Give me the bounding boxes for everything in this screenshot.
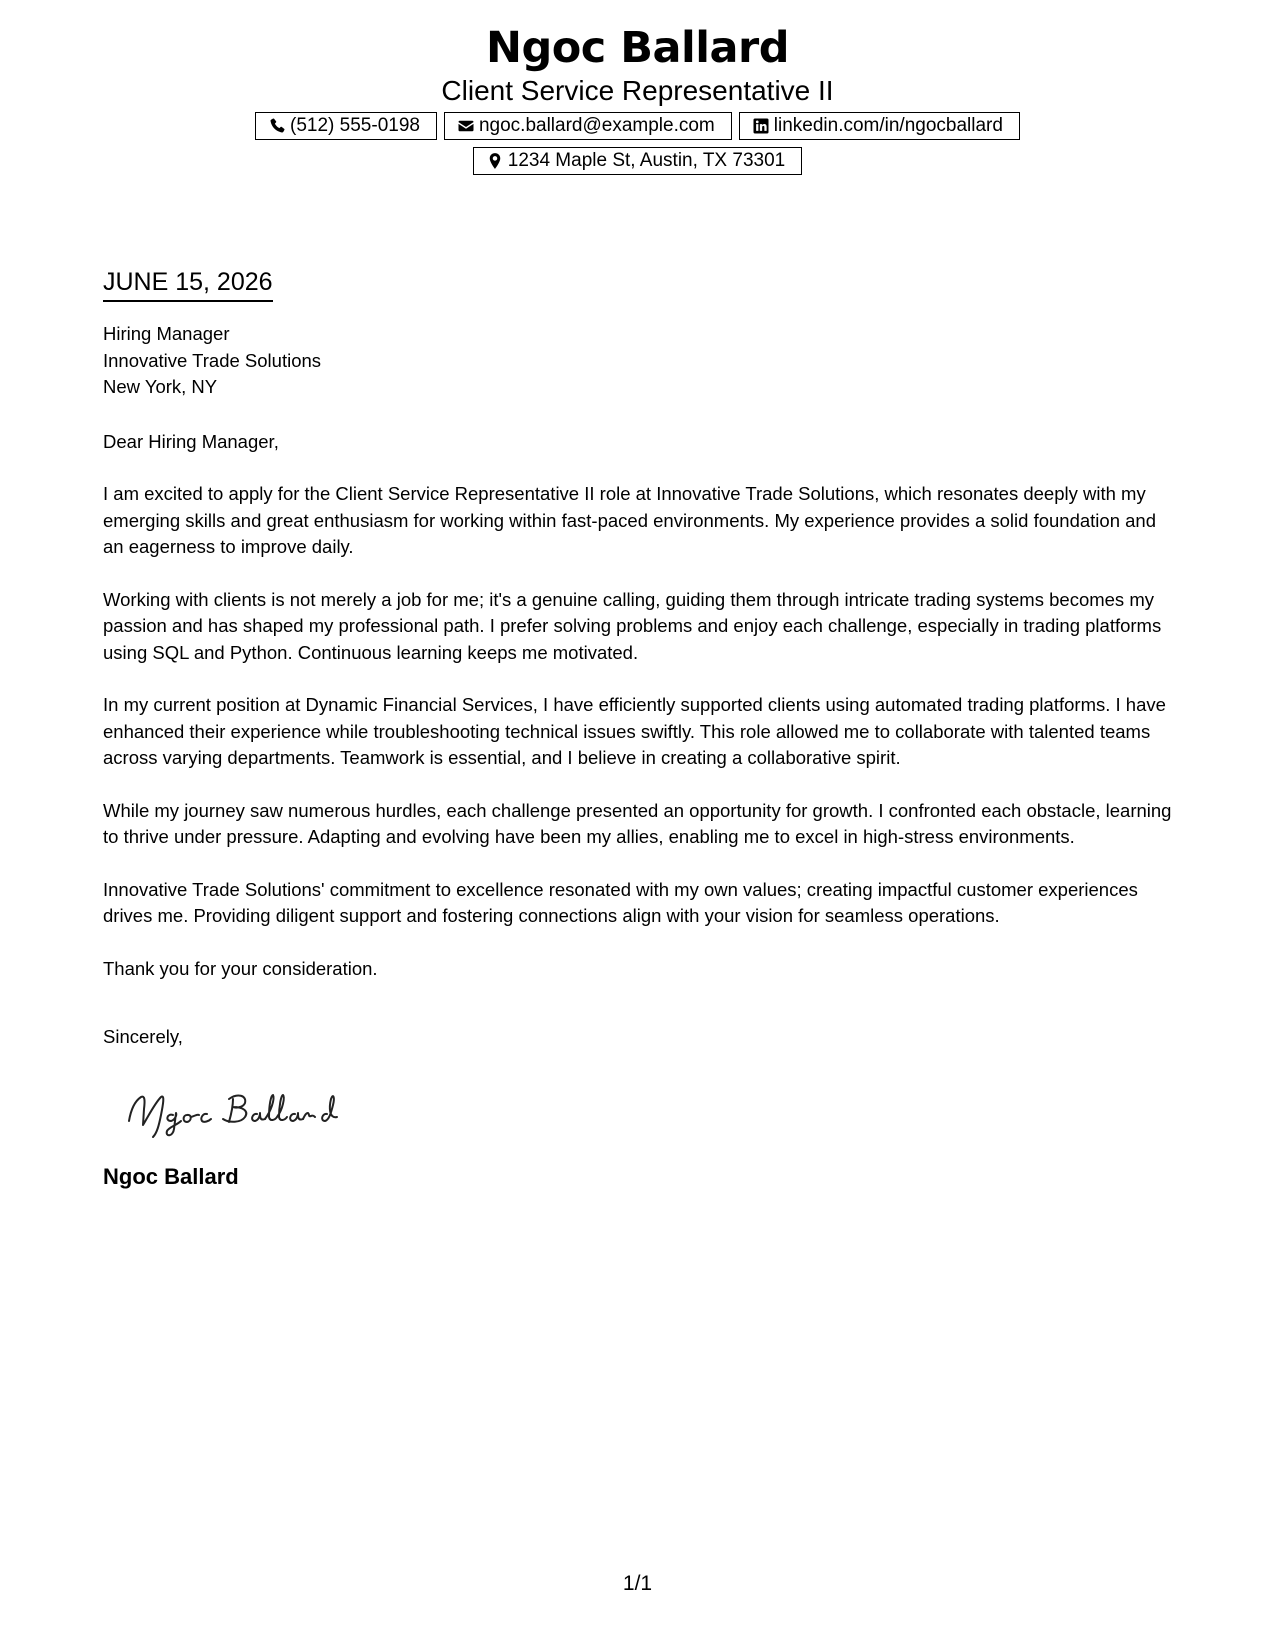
letter-body xyxy=(103,265,1178,1191)
contact-address-text: 1234 Maple St, Austin, TX 73301 xyxy=(507,150,786,171)
contact-email-text: ngoc.ballard@example.com xyxy=(478,115,715,136)
paragraph: I am excited to apply for the Client Service Representative II role at Innovative Trade Solutions, which resonates deeply with my emerging skills and great enthusiasm for working within fast-paced environments. My experience provides a solid foundation and an eagerness to improve daily. xyxy=(103,483,1157,557)
handwritten-signature xyxy=(125,1085,1178,1141)
applicant-role: Client Service Representative II xyxy=(441,75,834,106)
salutation: Dear Hiring Manager, xyxy=(103,430,279,452)
contact-row xyxy=(0,112,1275,140)
paragraph: Innovative Trade Solutions' commitment to excellence resonated with my own values; creating impactful customer experiences drives me. Providing diligent support and fostering connections align with your vision for seamless operations. xyxy=(103,878,1138,926)
signer-name: Ngoc Ballard xyxy=(103,1163,239,1189)
recipient-company: Innovative Trade Solutions xyxy=(103,349,322,371)
phone-icon xyxy=(268,117,286,135)
contact-row-address xyxy=(0,147,1275,175)
signature-image xyxy=(125,1085,345,1141)
map-pin-icon xyxy=(486,152,504,170)
linkedin-icon xyxy=(752,117,770,135)
applicant-name: Ngoc Ballard xyxy=(485,23,790,73)
letter-date: JUNE 15, 2026 xyxy=(103,265,273,302)
contact-phone-text: (512) 555-0198 xyxy=(290,115,420,136)
contact-linkedin[interactable] xyxy=(739,112,1020,140)
letter-header xyxy=(0,22,1275,175)
paragraph: While my journey saw numerous hurdles, each challenge presented an opportunity for growth. I confronted each obstacle, learning to thrive under pressure. Adapting and evolving have been my allies, enabling me to excel in high-stress environments. xyxy=(103,799,1172,847)
envelope-icon xyxy=(457,117,475,135)
recipient-title: Hiring Manager xyxy=(103,323,230,344)
paragraph: Working with clients is not merely a job for me; it's a genuine calling, guiding them through intricate trading systems becomes my passion and has shaped my professional path. I prefer solving problems and enjoy each challenge, especially in trading platforms using SQL and Python. Continuous learning keeps me motivated. xyxy=(103,588,1162,663)
closing-line: Sincerely, xyxy=(103,1026,183,1047)
contact-address xyxy=(473,147,802,175)
thanks-line: Thank you for your consideration. xyxy=(103,957,378,979)
contact-email[interactable] xyxy=(444,112,732,140)
contact-phone xyxy=(255,112,437,140)
contact-linkedin-text: linkedin.com/in/ngocballard xyxy=(773,115,1003,136)
recipient-location: New York, NY xyxy=(103,376,218,397)
page-number: 1/1 xyxy=(622,1572,653,1595)
paragraph: In my current position at Dynamic Financial Services, I have efficiently supported clients using automated trading platforms. I have enhanced their experience while troubleshooting technical issues swiftly. This role allowed me to collaborate with talented teams across varying departments. Teamwork is essential, and I believe in creating a collaborative spirit. xyxy=(103,694,1166,768)
recipient-block xyxy=(103,321,1178,401)
